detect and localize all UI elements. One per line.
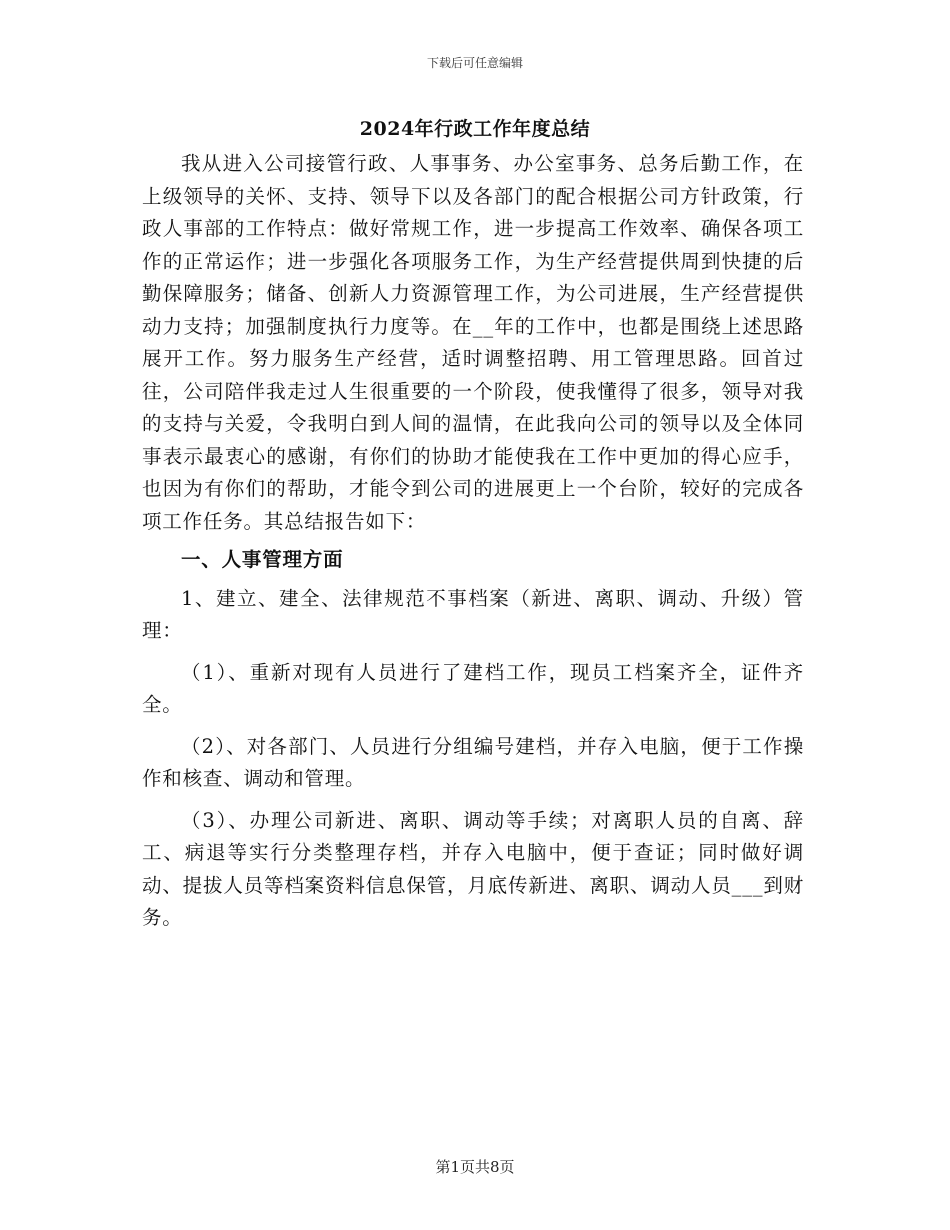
sub-item-1: （1）、重新对现有人员进行了建档工作，现员工档案齐全，证件齐全。 — [142, 660, 804, 716]
document-title: 2024年行政工作年度总结 — [359, 118, 591, 140]
sub-item-2: （2）、对各部门、人员进行分组编号建档，并存入电脑，便于工作操作和核查、调动和管理。 — [142, 734, 804, 790]
section-heading: 一、人事管理方面 — [181, 548, 344, 571]
sub-item-3: （3）、办理公司新进、离职、调动等手续；对离职人员的自离、辞工、病退等实行分类整理存档，并存入电脑中，便于查证；同时做好调动、提拔人员等档案资料信息保管，月底传新进、离职、调动人员___到财务。 — [142, 808, 804, 929]
page-number: 第1页共8页 — [435, 1158, 515, 1176]
intro-paragraph: 我从进入公司接管行政、人事事务、办公室事务、总务后勤工作，在上级领导的关怀、支持、领导下以及各部门的配合根据公司方针政策，行政人事部的工作特点：做好常规工作，进一步提高工作效率、确保各项工作的正常运作；进一步强化各项服务工作，为生产经营提供周到快捷的后勤保障服务；储备、创新人力资源管理工作，为公司进展，生产经营提供动力支持；加强制度执行力度等。在__年的工作中，也都是围绕上述思路展开工作。努力服务生产经营，适时调整招聘、用工管理思路。回首过往，公司陪伴我走过人生很重要的一个阶段，使我懂得了很多，领导对我的支持与关爱，令我明白到人间的温情，在此我向公司的领导以及全体同事表示最衷心的感谢，有你们的协助才能使我在工作中更加的得心应手，也因为有你们的帮助，才能令到公司的进展更上一个台阶，较好的完成各项工作任务。其总结报告如下： — [142, 152, 804, 533]
page-header: 下载后可任意编辑 — [426, 56, 523, 70]
item-paragraph: 1、建立、建全、法律规范不事档案（新进、离职、调动、升级）管理： — [142, 586, 804, 642]
document-body — [142, 148, 804, 935]
